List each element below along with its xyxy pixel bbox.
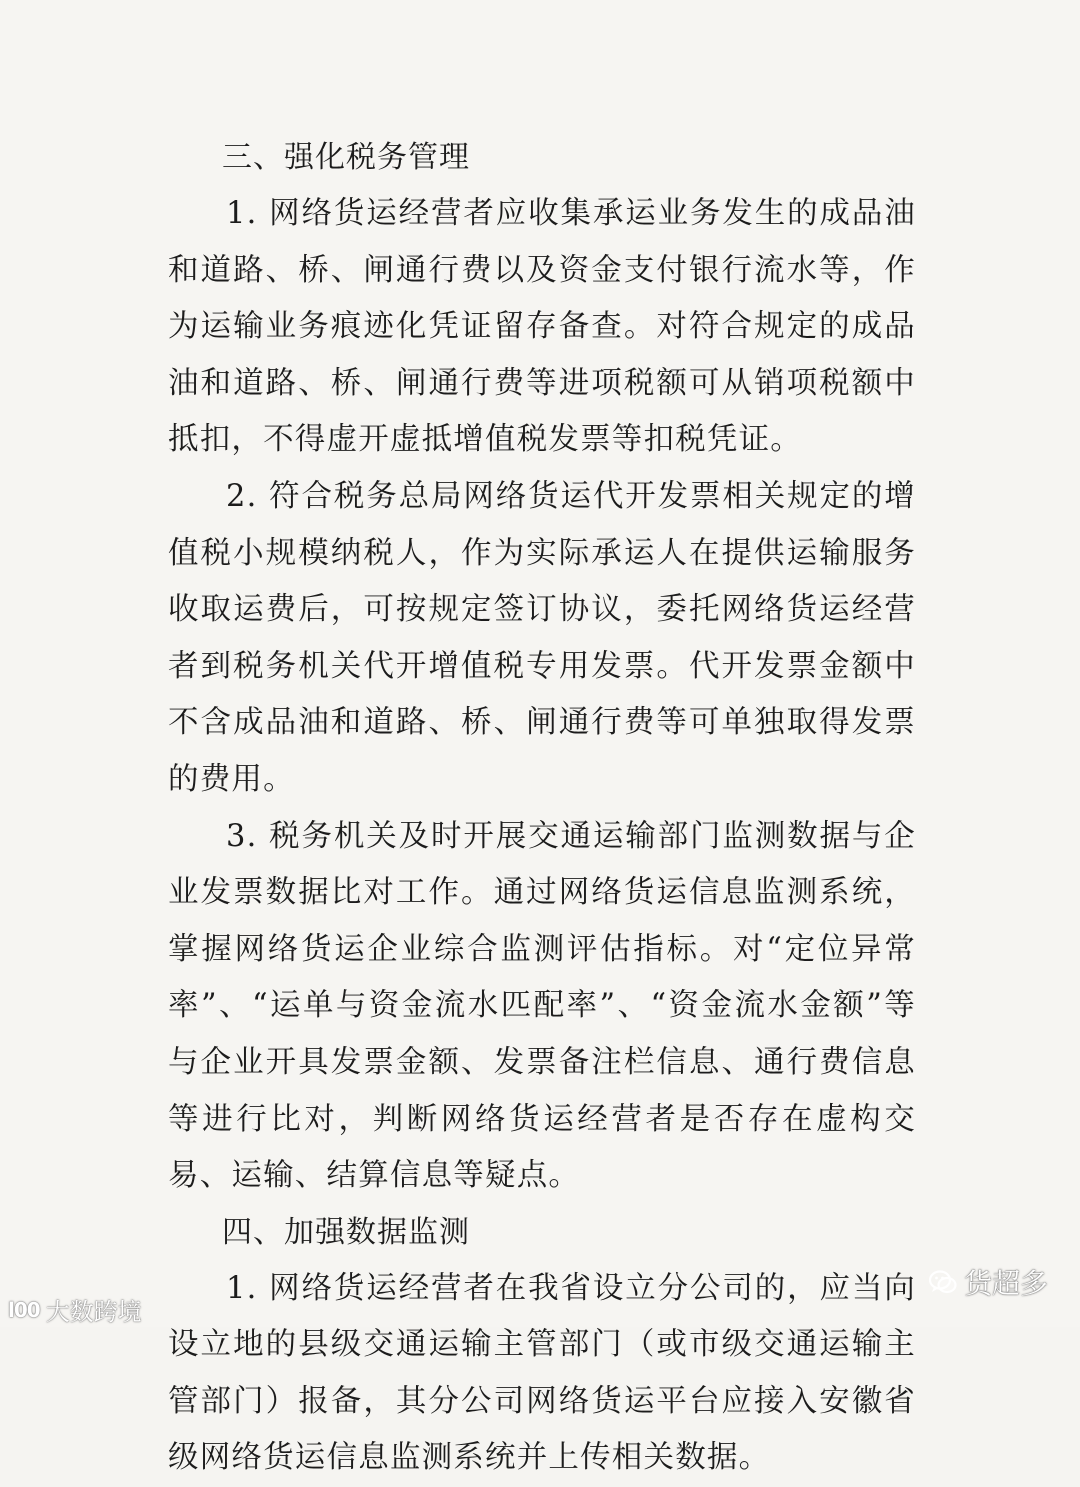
paragraph-tax-3: 3. 税务机关及时开展交通运输部门监测数据与企业发票数据比对工作。通过网络货运信息监测系统，掌握网络货运企业综合监测评估指标。对“定位异常率”、“运单与资金流水匹配率”、“资金流水金额”等与企业开具发票金额、发票备注栏信息、通行费信息等进行比对，判断网络货运经营者是否存在虚构交易、运输、结算信息等疑点。 (168, 818, 916, 1194)
document-body (168, 130, 916, 1487)
watermark-left-text: 大数跨境 (45, 1298, 142, 1326)
watermark-left (8, 1292, 142, 1327)
section-heading-tax: 三、强化税务管理 (222, 140, 470, 175)
watermark-right (928, 1262, 1048, 1302)
section-heading-data: 四、加强数据监测 (222, 1214, 470, 1250)
paragraph-data-1: 1. 网络货运经营者在我省设立分公司的，应当向设立地的县级交通运输主管部门（或市级交通运输主管部门）报备，其分公司网络货运平台应接入安徽省级网络货运信息监测系统并上传相关数据。 (168, 1270, 916, 1476)
paragraph-tax-1: 1. 网络货运经营者应收集承运业务发生的成品油和道路、桥、闸通行费以及资金支付银行流水等，作为运输业务痕迹化凭证留存备查。对符合规定的成品油和道路、桥、闸通行费等进项税额可从销项税额中抵扣，不得虚开虚抵增值税发票等扣税凭证。 (168, 196, 916, 458)
watermark-logo: l00 (8, 1297, 40, 1322)
paragraph-tax-2: 2. 符合税务总局网络货运代开发票相关规定的增值税小规模纳税人，作为实际承运人在提供运输服务收取运费后，可按规定签订协议，委托网络货运经营者到税务机关代开增值税专用发票。代开发票金额中不含成品油和道路、桥、闸通行费等可单独取得发票的费用。 (168, 478, 916, 797)
wechat-icon (928, 1269, 958, 1295)
watermark-right-text: 货超多 (964, 1267, 1049, 1300)
